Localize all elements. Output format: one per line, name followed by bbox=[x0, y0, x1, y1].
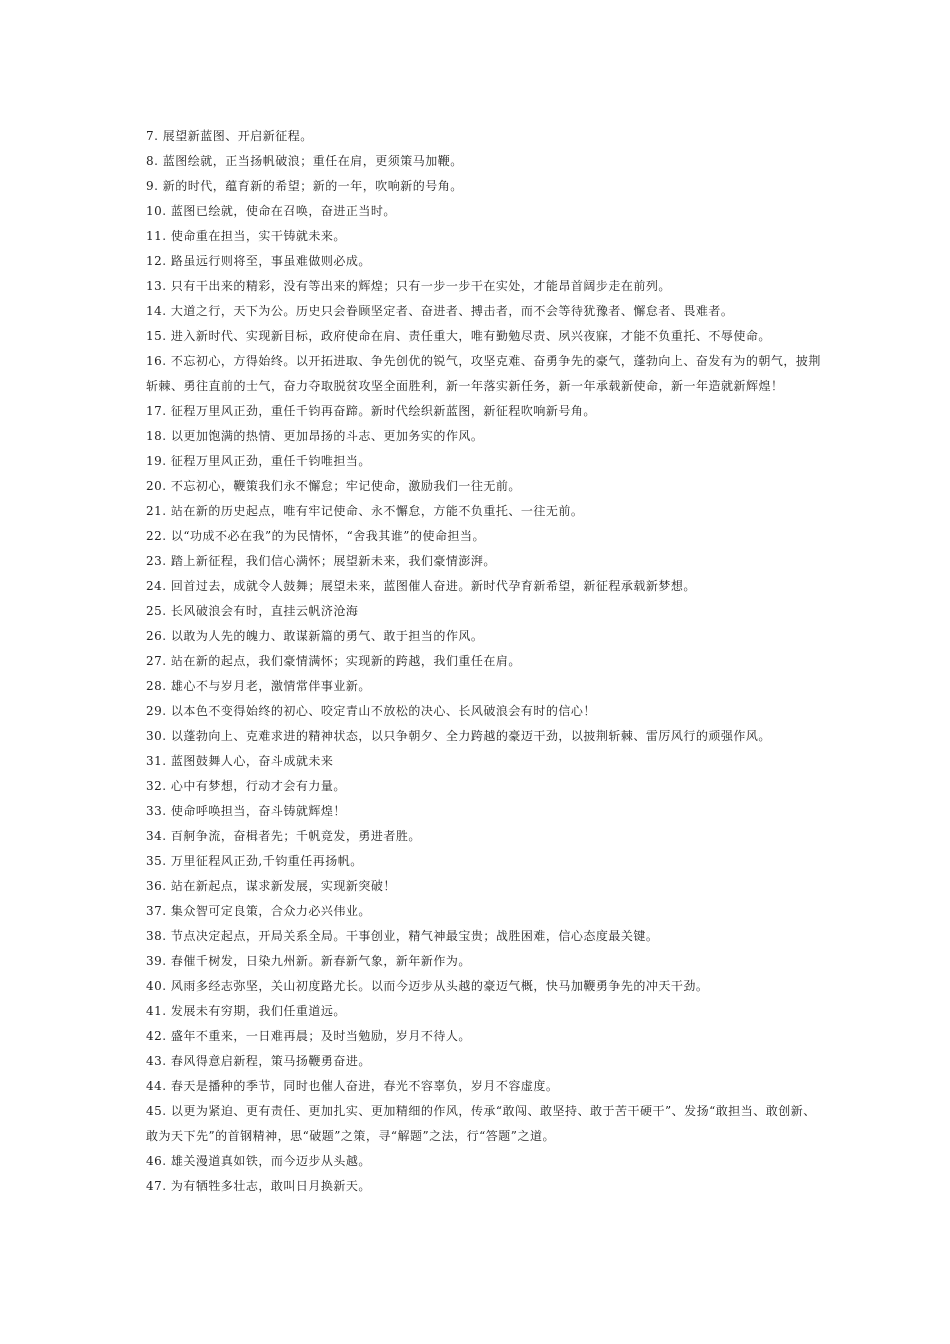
text-line: 43. 春风得意启新程，策马扬鞭勇奋进。 bbox=[146, 1054, 371, 1068]
text-line: 24. 回首过去，成就令人鼓舞；展望未来，蓝图催人奋进。新时代孕育新希望，新征程承载新梦想。 bbox=[146, 579, 696, 593]
text-line: 8. 蓝图绘就，正当扬帆破浪；重任在肩，更须策马加鞭。 bbox=[146, 154, 463, 168]
text-line: 21. 站在新的历史起点，唯有牢记使命、永不懈怠，方能不负重托、一往无前。 bbox=[146, 504, 584, 518]
text-line: 20. 不忘初心，鞭策我们永不懈怠；牢记使命，激励我们一往无前。 bbox=[146, 479, 521, 493]
text-line: 9. 新的时代，蕴育新的希望；新的一年，吹响新的号角。 bbox=[146, 179, 463, 193]
text-line: 7. 展望新蓝图、开启新征程。 bbox=[146, 129, 313, 143]
text-line: 34. 百舸争流，奋楫者先；千帆竞发，勇进者胜。 bbox=[146, 829, 421, 843]
text-line: 26. 以敢为人先的魄力、敢谋新篇的勇气、敢于担当的作风。 bbox=[146, 629, 484, 643]
text-line: 33. 使命呼唤担当，奋斗铸就辉煌！ bbox=[146, 804, 346, 818]
text-line: 28. 雄心不与岁月老，激情常伴事业新。 bbox=[146, 679, 371, 693]
text-line: 16. 不忘初心，方得始终。以开拓进取、争先创优的锐气，攻坚克难、奋勇争先的豪气，蓬勃向上、奋发有为的朝气，披荆 bbox=[146, 354, 821, 368]
text-line: 40. 风雨多经志弥坚，关山初度路尤长。以而今迈步从头越的豪迈气概，快马加鞭勇争先的冲天干劲。 bbox=[146, 979, 709, 993]
text-line: 22. 以“功成不必在我”的为民情怀，“舍我其谁”的使命担当。 bbox=[146, 529, 485, 543]
text-line: 32. 心中有梦想，行动才会有力量。 bbox=[146, 779, 346, 793]
text-line: 19. 征程万里风正劲，重任千钧唯担当。 bbox=[146, 454, 371, 468]
text-line: 39. 春催千树发，日染九州新。新春新气象，新年新作为。 bbox=[146, 954, 471, 968]
text-line: 23. 踏上新征程，我们信心满怀；展望新未来，我们豪情澎湃。 bbox=[146, 554, 496, 568]
text-line: 36. 站在新起点，谋求新发展，实现新突破！ bbox=[146, 879, 396, 893]
text-line: 31. 蓝图鼓舞人心，奋斗成就未来 bbox=[146, 754, 334, 768]
text-line: 44. 春天是播种的季节，同时也催人奋进，春光不容辜负，岁月不容虚度。 bbox=[146, 1079, 559, 1093]
text-line: 35. 万里征程风正劲,千钧重任再扬帆。 bbox=[146, 854, 363, 868]
text-line bbox=[146, 1199, 840, 1224]
text-line: 29. 以本色不变得始终的初心、咬定青山不放松的决心、长风破浪会有时的信心！ bbox=[146, 704, 596, 718]
text-line: 46. 雄关漫道真如铁，而今迈步从头越。 bbox=[146, 1154, 371, 1168]
text-line: 18. 以更加饱满的热情、更加昂扬的斗志、更加务实的作风。 bbox=[146, 429, 484, 443]
text-line: 斩棘、勇往直前的士气，奋力夺取脱贫攻坚全面胜利，新一年落实新任务，新一年承载新使命，新一年造就新辉煌！ bbox=[146, 379, 784, 393]
text-line: 27. 站在新的起点，我们豪情满怀；实现新的跨越，我们重任在肩。 bbox=[146, 654, 521, 668]
text-line: 11. 使命重在担当，实干铸就未来。 bbox=[146, 229, 346, 243]
text-line: 10. 蓝图已绘就，使命在召唤，奋进正当时。 bbox=[146, 204, 396, 218]
text-line: 25. 长风破浪会有时，直挂云帆济沧海 bbox=[146, 604, 359, 618]
text-line: 38. 节点决定起点，开局关系全局。干事创业，精气神最宝贵；战胜困难，信心态度最关键。 bbox=[146, 929, 659, 943]
text-line: 12. 路虽远行则将至，事虽难做则必成。 bbox=[146, 254, 371, 268]
text-line: 37. 集众智可定良策，合众力必兴伟业。 bbox=[146, 904, 371, 918]
text-line: 45. 以更为紧迫、更有责任、更加扎实、更加精细的作风，传承“敢闯、敢坚持、敢于苦干硬干”、发扬“敢担当、敢创新、 bbox=[146, 1104, 816, 1118]
text-line: 13. 只有干出来的精彩，没有等出来的辉煌；只有一步一步干在实处，才能昂首阔步走在前列。 bbox=[146, 279, 671, 293]
text-line: 17. 征程万里风正劲，重任千钧再奋蹄。新时代绘织新蓝图，新征程吹响新号角。 bbox=[146, 404, 596, 418]
text-line: 41. 发展未有穷期，我们任重道远。 bbox=[146, 1004, 346, 1018]
text-line: 14. 大道之行，天下为公。历史只会眷顾坚定者、奋进者、搏击者，而不会等待犹豫者、懈怠者、畏难者。 bbox=[146, 304, 734, 318]
text-line: 42. 盛年不重来，一日难再晨；及时当勉励，岁月不待人。 bbox=[146, 1029, 471, 1043]
text-line: 敢为天下先”的首钢精神，思“破题”之策，寻“解题”之法，行“答题”之道。 bbox=[146, 1129, 555, 1143]
text-line: 30. 以蓬勃向上、克难求进的精神状态，以只争朝夕、全力跨越的豪迈干劲，以披荆斩棘、雷厉风行的顽强作风。 bbox=[146, 729, 771, 743]
text-line: 15. 进入新时代、实现新目标，政府使命在肩、责任重大，唯有勤勉尽责、夙兴夜寐，才能不负重托、不辱使命。 bbox=[146, 329, 771, 343]
text-line: 47. 为有牺牲多壮志，敢叫日月换新天。 bbox=[146, 1179, 371, 1193]
